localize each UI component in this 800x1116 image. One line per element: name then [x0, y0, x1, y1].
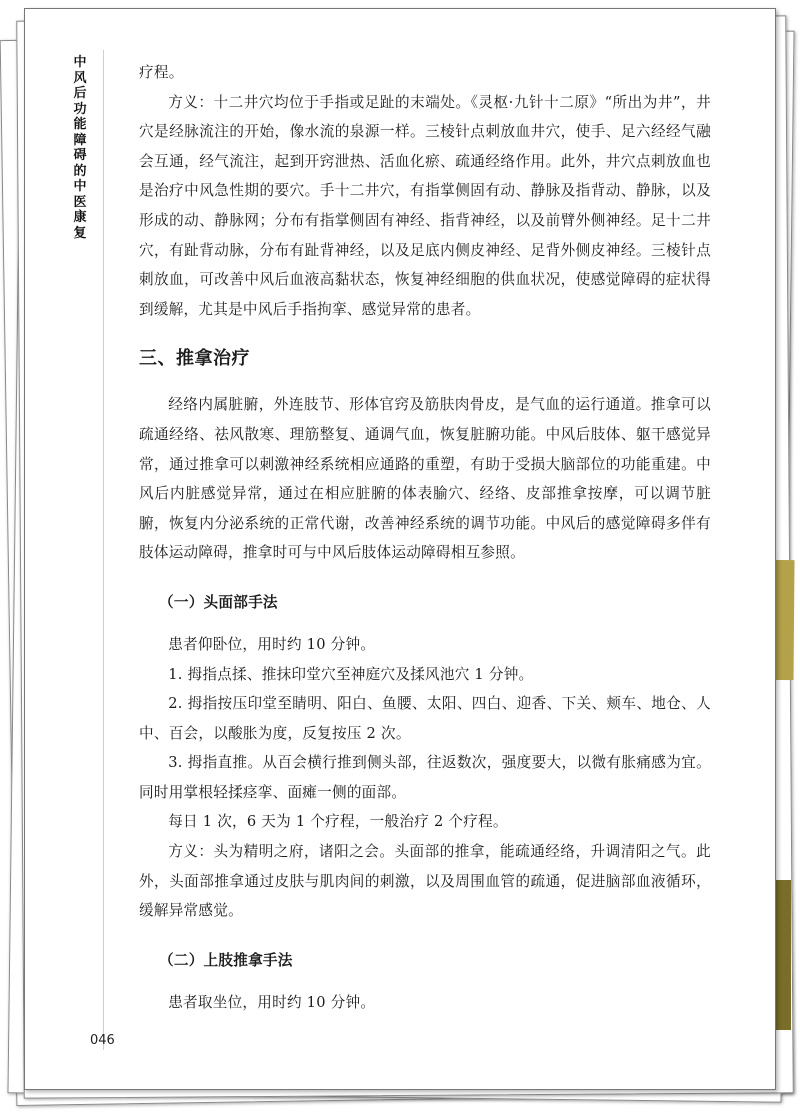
page-content [139, 58, 711, 1017]
subsection-heading-upper-limb: （二）上肢推拿手法 [159, 951, 293, 969]
section-heading-tuina: 三、推拿治疗 [139, 348, 250, 370]
page-number: 046 [90, 1033, 115, 1048]
list-item-step-2: 2. 拇指按压印堂至睛明、阳白、鱼腰、太阳、四白、迎香、下关、颊车、地仓、人中、百会，以酸胀为度，反复按压 2 次。 [139, 695, 711, 742]
margin-divider [103, 50, 104, 1050]
paragraph-tuina-intro: 经络内属脏腑，外连肢节、形体官窍及筋肤肉骨皮，是气血的运行通道。推拿可以疏通经络、祛风散寒、理筋整复、通调气血，恢复脏腑功能。中风后肢体、躯干感觉异常，通过推拿可以刺激神经系统相应通路的重塑，有助于受损大脑部位的功能重建。中风后内脏感觉异常，通过在相应脏腑的体表腧穴、经络、皮部推拿按摩，可以调节脏腑，恢复内分泌系统的正常代谢，改善神经系统的调节功能。中风后的感觉障碍多伴有肢体运动障碍，推拿时可与中风后肢体运动障碍相互参照。 [139, 396, 711, 562]
paragraph-fangyi-head: 方义：头为精明之府，诸阳之会。头面部的推拿，能疏通经络，升调清阳之气。此外，头面部推拿通过皮肤与肌肉间的刺激，以及周围血管的疏通，促进脑部血液循环，缓解异常感觉。 [139, 843, 711, 920]
paragraph-position-supine: 患者仰卧位，用时约 10 分钟。 [168, 635, 376, 653]
running-title: 中风后功能障碍的中医康复 [73, 55, 87, 241]
paragraph-position-sitting: 患者取坐位，用时约 10 分钟。 [168, 993, 376, 1011]
paragraph-intro: 疗程。 [139, 64, 184, 81]
list-item-step-3: 3. 拇指直推。从百会横行推到侧头部，往返数次，强度要大，以微有胀痛感为宜。同时用掌根轻揉痉挛、面瘫一侧的面部。 [139, 754, 711, 801]
subsection-heading-head-face: （一）头面部手法 [159, 593, 278, 611]
paragraph-course: 每日 1 次，6 天为 1 个疗程，一般治疗 2 个疗程。 [168, 813, 508, 831]
list-item-step-1: 1. 拇指点揉、推抹印堂穴至神庭穴及揉风池穴 1 分钟。 [168, 665, 534, 683]
paragraph-fangyi-jingxue: 方义：十二井穴均位于手指或足趾的末端处。《灵枢·九针十二原》“所出为井”，井穴是经脉流注的开始，像水流的泉源一样。三棱针点刺放血井穴，使手、足六经经气融会互通，经气流注，起到开窍泄热、活血化瘀、疏通经络作用。此外，井穴点刺放血也是治疗中风急性期的要穴。手十二井穴，有指掌侧固有动、静脉及指背动、静脉，以及形成的动、静脉网；分布有指掌侧固有神经、指背神经，以及前臂外侧神经。足十二井穴，有趾背动脉，分布有趾背神经，以及足底内侧皮神经、足背外侧皮神经。三棱针点刺放血，可改善中风后血液高黏状态，恢复神经细胞的供血状况，使感觉障碍的症状得到缓解，尤其是中风后手指拘挛、感觉异常的患者。 [139, 93, 711, 318]
